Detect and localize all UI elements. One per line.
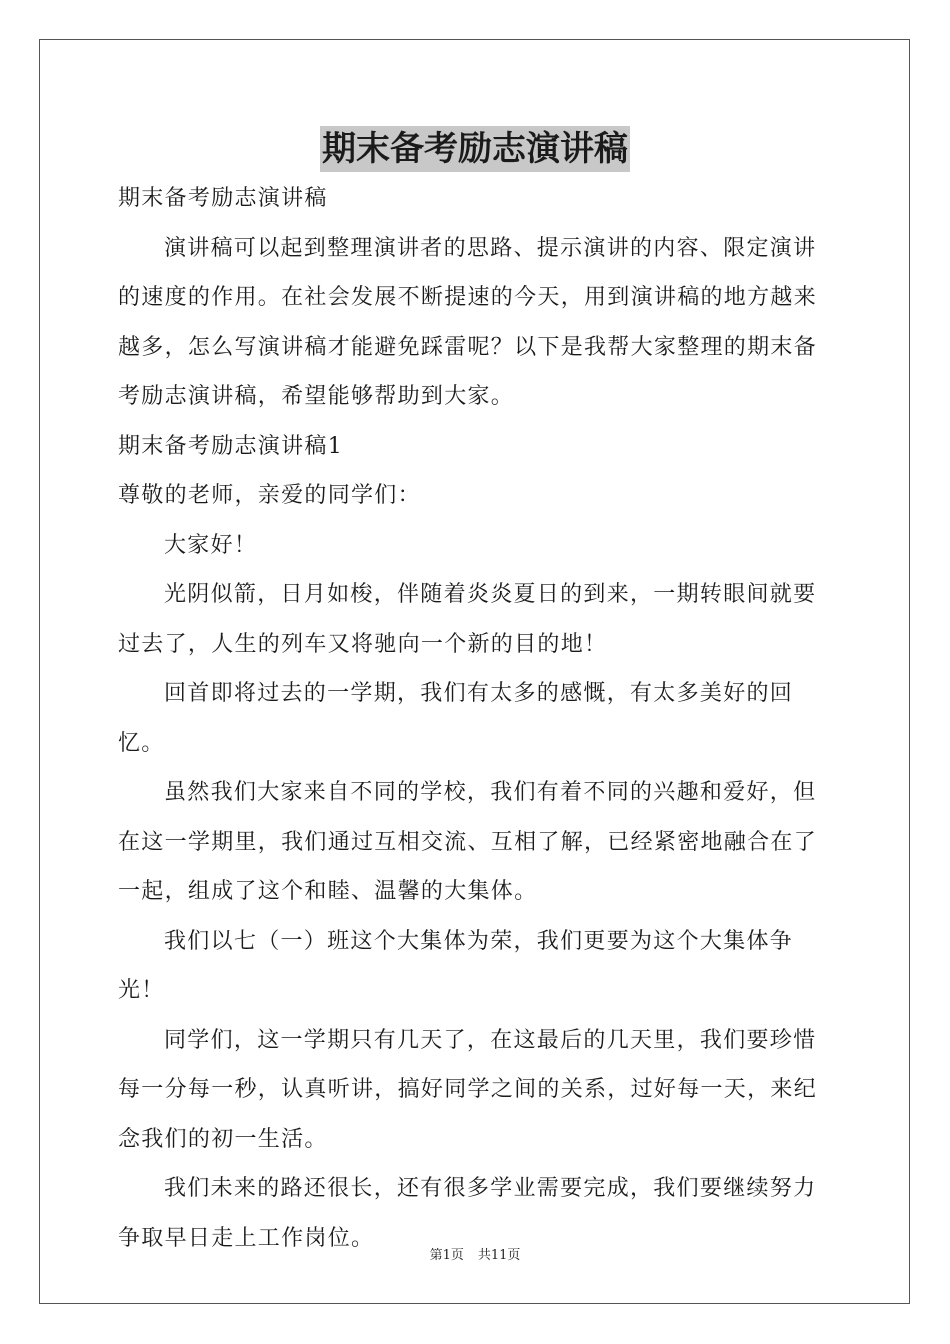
paragraph-greeting: 大家好！ [164,532,258,558]
document-title: 期末备考励志演讲稿 [320,126,630,172]
paragraph-subtitle: 期末备考励志演讲稿 [118,186,328,211]
paragraph-body: 光阴似箭，日月如梭，伴随着炎炎夏日的到来，一期转眼间就要过去了，人生的列车又将驰向一个新的目的地！ [118,582,817,657]
paragraph-body: 虽然我们大家来自不同的学校，我们有着不同的兴趣和爱好，但在这一学期里，我们通过互相交流、互相了解，已经紧密地融合在了一起，组成了这个和睦、温馨的大集体。 [118,780,818,904]
page-total: 共11页 [477,1248,521,1263]
page-number: 第1页 [429,1248,464,1263]
paragraph-section-heading: 期末备考励志演讲稿1 [118,433,343,459]
paragraph-body: 我们未来的路还很长，还有很多学业需要完成，我们要继续努力争取早日走上工作岗位。 [118,1176,817,1251]
paragraph-intro: 演讲稿可以起到整理演讲者的思路、提示演讲的内容、限定演讲的速度的作用。在社会发展不断提速的今天，用到演讲稿的地方越来越多，怎么写演讲稿才能避免踩雷呢？以下是我帮大家整理的期末备考励志演讲稿，希望能够帮助到大家。 [118,235,818,409]
page-footer [0,1247,950,1265]
paragraph-body: 我们以七（一）班这个大集体为荣，我们更要为这个大集体争光！ [118,928,794,1003]
paragraph-salutation: 尊敬的老师，亲爱的同学们： [118,483,421,508]
paragraph-body: 回首即将过去的一学期，我们有太多的感慨，有太多美好的回忆。 [118,681,794,756]
document-body [118,174,838,1263]
paragraph-body: 同学们，这一学期只有几天了，在这最后的几天里，我们要珍惜每一分每一秒，认真听讲，搞好同学之间的关系，过好每一天，来纪念我们的初一生活。 [118,1027,818,1152]
title-container [0,126,950,172]
